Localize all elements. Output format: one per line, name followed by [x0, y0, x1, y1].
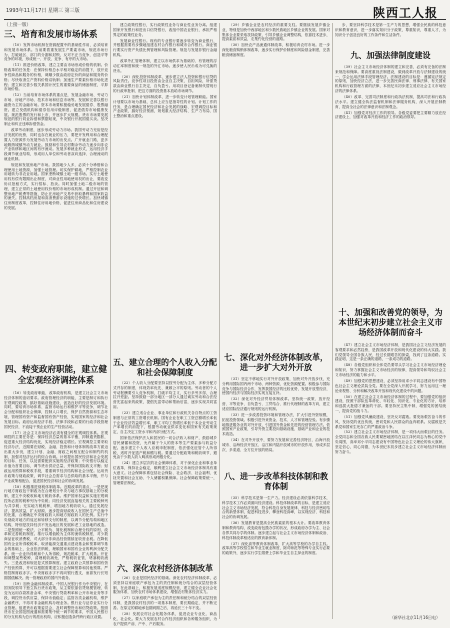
- section-6-body: [113, 576, 217, 626]
- section-10-body: [335, 343, 446, 611]
- paragraph: （40）改革、完善司法制度和行政执法机制，提高司法和行政执法水平。建立健全执法监督机制和法律服务机构，深入开展法制教育，提高全社会的法律意识和法制观念。: [335, 94, 446, 109]
- paragraph: （21）加快计划体制改革，进一步转变计划管理职能。国家计划要以市场为基础，总体上应当是指导性的计划。计划工作的任务，是合理确定国民经济和社会发展的战略、宏观调控目标和产业政策，搞好经济预测，规划重大经济结构、生产力布局、国土整治和重点建设。: [113, 94, 217, 119]
- section-heading-9: 九、加强法律制度建设: [350, 51, 431, 60]
- section-8-continued: [335, 23, 446, 47]
- section-heading-4: 四、转变政府职能，建立健全宏观经济调控体系: [4, 365, 107, 386]
- paragraph: 改革外汇管理体制，建立以市场供求为基础的、有管理的浮动汇率制度和统一规范的外汇市场。逐步使人民币成为可兑换的货币。: [113, 58, 217, 73]
- paragraph: （41）加强党对经济工作的领导。各级党委要把主要精力放在经济建设上，加强对改革开放和经济工作的政治领导。: [335, 110, 446, 120]
- section-4-body: [4, 391, 108, 621]
- section-heading-6: 六、深化农村经济体制改革: [117, 564, 213, 573]
- paragraph: （16）转变政府职能，改革政府机构，是建立社会主义市场经济体制的迫切要求。政府管理经济的职能，主要是制订和执行宏观调控政策，搞好基础设施建设，创造良好的经济发展环境。同时，要培育市场体系、监督市场运行和维护平等竞争，调节社会分配和组织社会保障，控制人口增长，保护自然资源和生态环境，管理国有资产和监督国有资产经营，实现国家的经济和社会发展目标。政府运用经济手段、法律手段和必要的行政手段管理国民经济，不直接干预企业的生产经营活动。: [4, 391, 108, 429]
- paragraph: （32）深化对外经济贸易体制改革。坚持统一政策、放开经营、平等竞争、自负盈亏、工贸结合、推行代理制的改革方向，建立适应国际经济通行规则的运行机制。: [222, 397, 330, 411]
- paragraph: （39）社会主义市场经济体制的建立和完善，必须有完备的法制来规范和保障。要高度重视法制建设，做到改革开放与法制建设的统一，学会运用法律手段管理经济。法制建设的目标是：遵循宪法规定的原则，加快经济立法，进一步完善民商法律、刑事法律、有关国家机构和行政管理方面的法律，本世纪末初步建立适应社会主义市场经济的法律体系。: [335, 65, 446, 93]
- paragraph: （49）加强党的思想建设，必须坚持用邓小平同志建设有中国特色社会主义理论武装全党。要在全党深入开展学习，努力运用这一理论来观察、分析和解决改革开放和现代化建设中的问题。: [335, 378, 446, 393]
- paragraph: （52）建立社会主义市场经济体制，是一项伟大而艰巨的任务。全党同志和全国各族人民要紧密地团结在以江泽民同志为核心的党中央周围，高举邓小平同志建设有中国特色社会主义理论的伟大旗帜，坚定信心，同心同德，为本世纪末初步建立社会主义市场经济体制而努力奋斗。: [335, 430, 446, 454]
- paragraph: （18）积极推进财税体制改革。近期改革的重点，一是把现行地方财政包干制改为在合理划分中央与地方事权基础上的分税制，建立中央税收和地方税收体系。维护国家权益和实施宏观调控所必需的税种列为中央税；同经济发展直接相关的主要税种列为共享税；充实地方税税种，增加地方税收收入。通过发展经济，提高效益，扩大财源，逐步提高财政收入在国民生产总值中的比重，合理确定中央财政收入和地方财政收入的比例。实行中央财政对地方的返还和转移支付的制度，以调节分配结构和地区结构，特别是扶持经济不发达地区的发展和老工业基地的改造。二是按照统一税法、公平税负、简化税制和合理分权的原则，改革和完善税收制度。推行以增值税为主体的流转税制度，对少数商品征收消费税，对大部分非商品经营继续征收营业税。在降低国有企业所得税税率，取消能源交通重点建设基金和预算调节基金的基础上，企业依法纳税，理顺国家和国有企业的利润分配关系。统一企业所得税和个人所得税，规范税率，扩大税基。开征和调整某些税种，清理税收减免，严格税收征管，堵塞税收流失。三是改进和规范复式预算制度。建立政府公共预算和国有资产经营预算，并可以根据需要建立社会保障预算和其他预算。严格控制财政赤字。中央财政赤字不再向银行透支，而靠发行长短期国债解决。统一管理政府的国内外债务。: [4, 484, 108, 580]
- paragraph: （47）建立社会主义市场经济体制，是我国社会主义经济发展的客观要求和必然趋势，是我国改革开放和现代化建设的伟大实践。我们党领导全国各族人民，经过长期艰苦的探索，找到了这条道路。实践证明，这是一条正确的道路，一条成功的道路。: [335, 343, 446, 362]
- section-8-body: [222, 496, 330, 621]
- section-heading-3: 三、培育和发展市场体系: [4, 30, 98, 40]
- section-heading-10: 十、加强和改善党的领导，为本世纪末初步建立社会主义市场经济体制而奋斗: [338, 308, 443, 337]
- section-heading-7: 七、深化对外经济体制改革，进一步扩大对外开放: [224, 353, 328, 372]
- paragraph: （11）推进价格改革，建立主要由市场形成价格的机制。价格改革的任务是：在保持价格总水平相对稳定的前提下，放开竞争性商品和服务的价格，调顺少数由政府定价的商品和服务的价格；尽快取消生产资料价格双轨制；加速生产要素价格市场化进程；建立和完善少数关系国计民生的重要商品的储备制度，平抑市场价格。: [4, 63, 108, 92]
- section-heading-5: 五、建立合理的个人收入分配和社会保障制度: [113, 358, 217, 377]
- paragraph: 规范和发展房地产市场。我国地少人多，必须十分珍惜和合理使用土地资源，加强土地管理。切实保护耕地，严格控制农业用地转为非农业用地。国家垄断城镇土地一级市场。实行土地使用权有偿有限期出让制度，对商业性用地使用权的出让，要改变协议批租方式，实行招标、拍卖。同时加强土地二级市场的管理，建立正常的土地使用权价格的市场形成机制。通过开征和调整房地产税费等措施，防止在房地产交易中获取暴利和国家收益的流失。控制高档房屋和高消费游乐设施的过快增长。加快城镇住房制度改革，控制住房用地价格，促进住房商品化和住房建设的发展。: [4, 162, 108, 211]
- paragraph: 发展商业性银行。现有的专业银行要逐步转变为商业银行，并根据需要有步骤地组建农村合作银行和城市合作银行。商业银行要实行资产负债比例管理和风险管理。规范与发展非银行金融机构。: [113, 38, 217, 57]
- paragraph: （12）当前培育市场体系的重点是，发展金融市场、劳动力市场、房地产市场、技术市场和信息市场等。发展和完善以银行融资为主的金融市场。资本市场要积极稳妥地发展债券、股票融资。建立发债机构和债券信用评级制度，促进债券市场健康发展。规范股票的发行和上市，并逐步扩大规模。货币市场要发展规范的银行同业拆借和票据贴现，中央银行开展国债买卖。坚决制止和纠正违章拆借资金。: [4, 93, 108, 127]
- paragraph: （17）社会主义市场经济必须有健全的宏观调控体系。宏观调控的主要任务是：保持经济总量的基本平衡，抑制通货膨胀，促进重大经济结构优化，实现经济稳定增长。宏观调控主要采取经济办法，近期要在财税、金融、投资和计划体制的改革方面迈出重大步伐，建立计划、金融、财政之间相互配合和制约的机制，加强对经济运行的综合协调。计划提出国民经济和社会发展的目标、任务，以及需要配套实施的经济政策；中央银行以稳定币值为首要目标，调节货币供应总量，并保持国际收支平衡；财政运用预算和税收手段，着重调节经济结构和社会分配。运用货币政策与财政政策，调节社会总需求与总供给的基本平衡，并与产业政策相配合，促进国民经济和社会的协调发展。: [4, 430, 108, 483]
- section-3-body: [4, 43, 108, 361]
- paragraph: （35）科学技术是第一生产力。经济建设必须依靠科学技术，科学技术工作必须面向经济建设。科技体制改革的目标，是建立适应社会主义市场经济发展，符合科技自身发展规律，科技与经济密切结合的新型体制，促进科技进步，攀登科技高峰，以实现经济、科技和社会的协调发展。: [222, 496, 330, 520]
- continued-mark: （上接一版）: [4, 23, 31, 28]
- column-1: [4, 23, 108, 621]
- paragraph: （33）进一步改善投资环境和管理办法，扩大引进外资规模，拓宽投资领域。积极引进外来资金、技术、人才和管理经验。有步骤地推进服务业的对外开放，引进国外资金和先进的经营管理方法。依照国家产业政策，引导外资主要投向基础设施、基础产业和企业的技术改造。: [222, 412, 330, 437]
- paragraph: （37）深化高等教育体制改革，扩大高等学校的办学自主权。改革高等学校招生和毕业生就业制度，除对师范等特殊专业实行必要的政策外，逐步实行学生缴费上学和毕业生自主择业的制度。: [222, 541, 330, 556]
- masthead: [4, 3, 446, 20]
- paragraph: （51）加强党风廉政建设，坚决反对腐败。要发扬艰苦奋斗的作风，发扬党的优良传统，密切党和人民群众的血肉联系。反腐败是关系党和国家生死存亡的严重政治斗争。: [335, 414, 446, 429]
- section-9-body: [335, 65, 446, 305]
- paragraph: （50）在建立社会主义市场经济体制的过程中，要加强党的组织建设，按照干部队伍革命化、年轻化、知识化、专业化的方针，培养和选拔大批德才兼备的干部。要坚持民主集中制，增强党的团结统一，提高党的战斗力。: [335, 394, 446, 413]
- paragraph: （48）各级党组织和全体党员要带头学习社会主义市场经济理论和知识，努力掌握社会主义市场经济的规律，提高领导和驾驭社会主义市场经济的能力和水平。: [335, 363, 446, 377]
- section-heading-8: 八、进一步改革科技体制和教育体制: [224, 472, 328, 491]
- newspaper-logo: 陕西工人报: [372, 6, 438, 20]
- newspaper-page: [4, 3, 446, 625]
- section-5-body: [113, 381, 217, 561]
- column-3: [222, 23, 330, 621]
- column-divider: [219, 23, 220, 619]
- paragraph: （20）深化投资体制改革，逐步建立法人投资和银行信贷的风险责任。竞争性项目投资由企业自主决策，自担风险，所需贷款由商业银行自主决定，自负盈亏。用项目登记备案制代替现行的行政审批制，把这方面的投资基本放给市场调节。: [113, 74, 217, 93]
- column-divider: [110, 23, 111, 619]
- section-4-continued: [113, 23, 217, 353]
- paragraph: 步，要坚持科学技术是第一生产力的思想，增强全民族的科技意识和教育意识，进一步落实知识分子政策，尊重知识，尊重人才，为知识分子创造良好的工作条件和生活条件。: [335, 23, 446, 37]
- paragraph: （22）个人收入分配要坚持以按劳分配为主体、多种分配方式并存的制度，体现效率优先、兼顾公平的原则。劳动者的个人劳动报酬要引入竞争机制，打破平均主义，实行多劳多得，合理拉开差距。坚持鼓励一部分地区一部分人通过诚实劳动和合法经营先富起来的政策，提倡先富带动和帮助后富，逐步实现共同富裕。: [113, 381, 217, 409]
- paragraph: 国家依法保护法人和居民的一切合法收入和财产，鼓励城乡居民储蓄和投资，允许属于个人的资本等生产要素参与收益分配。逐步建立个人收入应税申报制度，依法强化征管个人所得税，适时开征遗产税和赠与税。要通过分配政策和税收调节，避免由于少数人收入畸高形成两极分化。: [113, 436, 217, 460]
- column-2: [113, 23, 217, 626]
- paragraph: （36）发展教育是提高全民族素质的根本大计。要改革教育体制和教育结构，改变政府包揽办学的状况，形成政府办学为主、社会各界共同办学的体制。逐步建立起与社会主义市场经济体制和政治、科技体制改革相适应的教育新体制。: [222, 521, 330, 540]
- paragraph: 建立政策性银行，实行政策性业务与商业性业务分离。组建国家开发银行和进出口信贷银行，改组中国农业银行，承担严格界定的政策性业务。: [113, 23, 217, 37]
- issue-date: 1993年11月17日 星期三 第三版: [6, 8, 80, 14]
- paragraph: （26）农业是国民经济的基础。深化农村经济体制改革，必须坚持以家庭联产承包为主的责任制和统分结合的双层经营体制，在此基础上，积极发展适度规模经营，建立健全农业社会化服务体系，加快农村市场体系建设，增强农村集体经济实力。: [113, 576, 217, 595]
- column-divider: [332, 23, 333, 619]
- column-4: [335, 23, 446, 621]
- paragraph: （29）乡镇企业是农村经济的重要支柱。要继续发展乡镇企业，特别是加快中西部地区和少数民族地区乡镇企业的发展。国家对集体企业要采取扶持政策，引导乡镇企业调整结构，依靠技术进步，提高素质和效益，走集约化经营的道路。: [222, 23, 330, 42]
- paragraph: 改革劳动制度，逐步形成劳动力市场。我国劳动力充裕是经济发展的优势，同时也存在就业的压力，要把开发利用和合理配置人力资源作为发展劳动力市场的出发点。广开就业门路，更多地吸纳城镇劳动力就业。鼓励和引导农村剩余劳动力逐步向非农产业转移和地区间的有序流动。发展多种就业形式，运用经济手段调节就业结构，形成用人单位和劳动者双向选择、合理流动的就业机制。: [4, 128, 108, 161]
- paragraph: （34）在对外开放中，要努力发展和完善经济特区、沿海开放城市、沿海经济开放区、沿江和内陆开放城市的开放作用，形成多层次、多渠道、全方位开放的格局。: [222, 438, 330, 452]
- dateline-footer: （新华社北京11月16日电）: [389, 615, 440, 620]
- paragraph: （30）加快农产品流通体制改革，积极培育农村市场。进一步深化粮食购销体制改革，逐步实行保护价制度和风险基金制度，完善粮食储备制度。: [222, 43, 330, 57]
- paragraph: （28）发展农村社会化服务体系，促进农业专业化、商品化、社会化。要大力发展农村合作经济组织和各种服务组织，为农户提供产前、产中、产后服务。: [113, 611, 217, 626]
- paragraph: （24）建立多层次的社会保障体系，对于深化企业和事业单位改革，保持社会稳定，顺利建立社会主义市场经济体制具有重大意义。社会保障体系包括社会保险、社会救济、社会福利、优抚安置和社会互助、个人储蓄积累保障。社会保障政策要统一，管理要法制化。: [113, 461, 217, 485]
- section-7-body: [222, 377, 330, 467]
- paragraph: （31）坚定不移地实行对外开放政策，加快对外开放步伐，充分利用国际国内两个市场、两种资源，优化资源配置。积极参与国际竞争与国际经济合作，发挥我国经济的比较优势，发展开放型经济，使国内经济与国际经济实现互接互补。: [222, 377, 330, 396]
- paragraph: （19）加快金融体制改革。中国人民银行作为中央银行，在国务院领导下独立执行货币政策，从主要依靠信贷规模管理，转变为运用存款准备金率、中央银行贷款利率和公开市场业务等手段，调控货币供应量，保持币值稳定；监管各类金融机构，维护金融秩序，不再对非金融机构办理业务。银行业与证券业实行分业管理。组建货币政策委员会，及时调整货币和信贷政策。按照货币在全国范围流通和需要集中统一调节的要求，中国人民银行的分支机构为总行的派出机构，应积极创造条件跨行政区设置。: [4, 581, 108, 620]
- paragraph: （23）建立适合企业、事业单位和行政机关各自特点的工资制度与正常的工资增长机制。国有企业在职工工资总额增长率低于企业经济效益增长率，职工平均工资增长率低于本企业劳动生产率增长的前提下，根据劳动就业供求变化和国家有关政策规定，自主决定工资水平和内部分配方式。: [113, 410, 217, 435]
- paragraph: （10）发挥市场机制在资源配置中的基础性作用，必须培育和发展市场体系。当前要着重发展生产要素市场，规范市场行为，打破地区、部门的分割和封锁，反对不正当竞争，创造平等竞争的环境，形成统一、开放、竞争、有序的大市场。: [4, 43, 108, 62]
- section-6-continued: [222, 23, 330, 349]
- paragraph: （27）以家庭联产承包为主的责任制和统分结合的双层经营体制，是我国农村经济的一项基本制度，要长期稳定，并不断完善。在原定的耕地承包期到期之后，再延长三十年不变。: [113, 596, 217, 610]
